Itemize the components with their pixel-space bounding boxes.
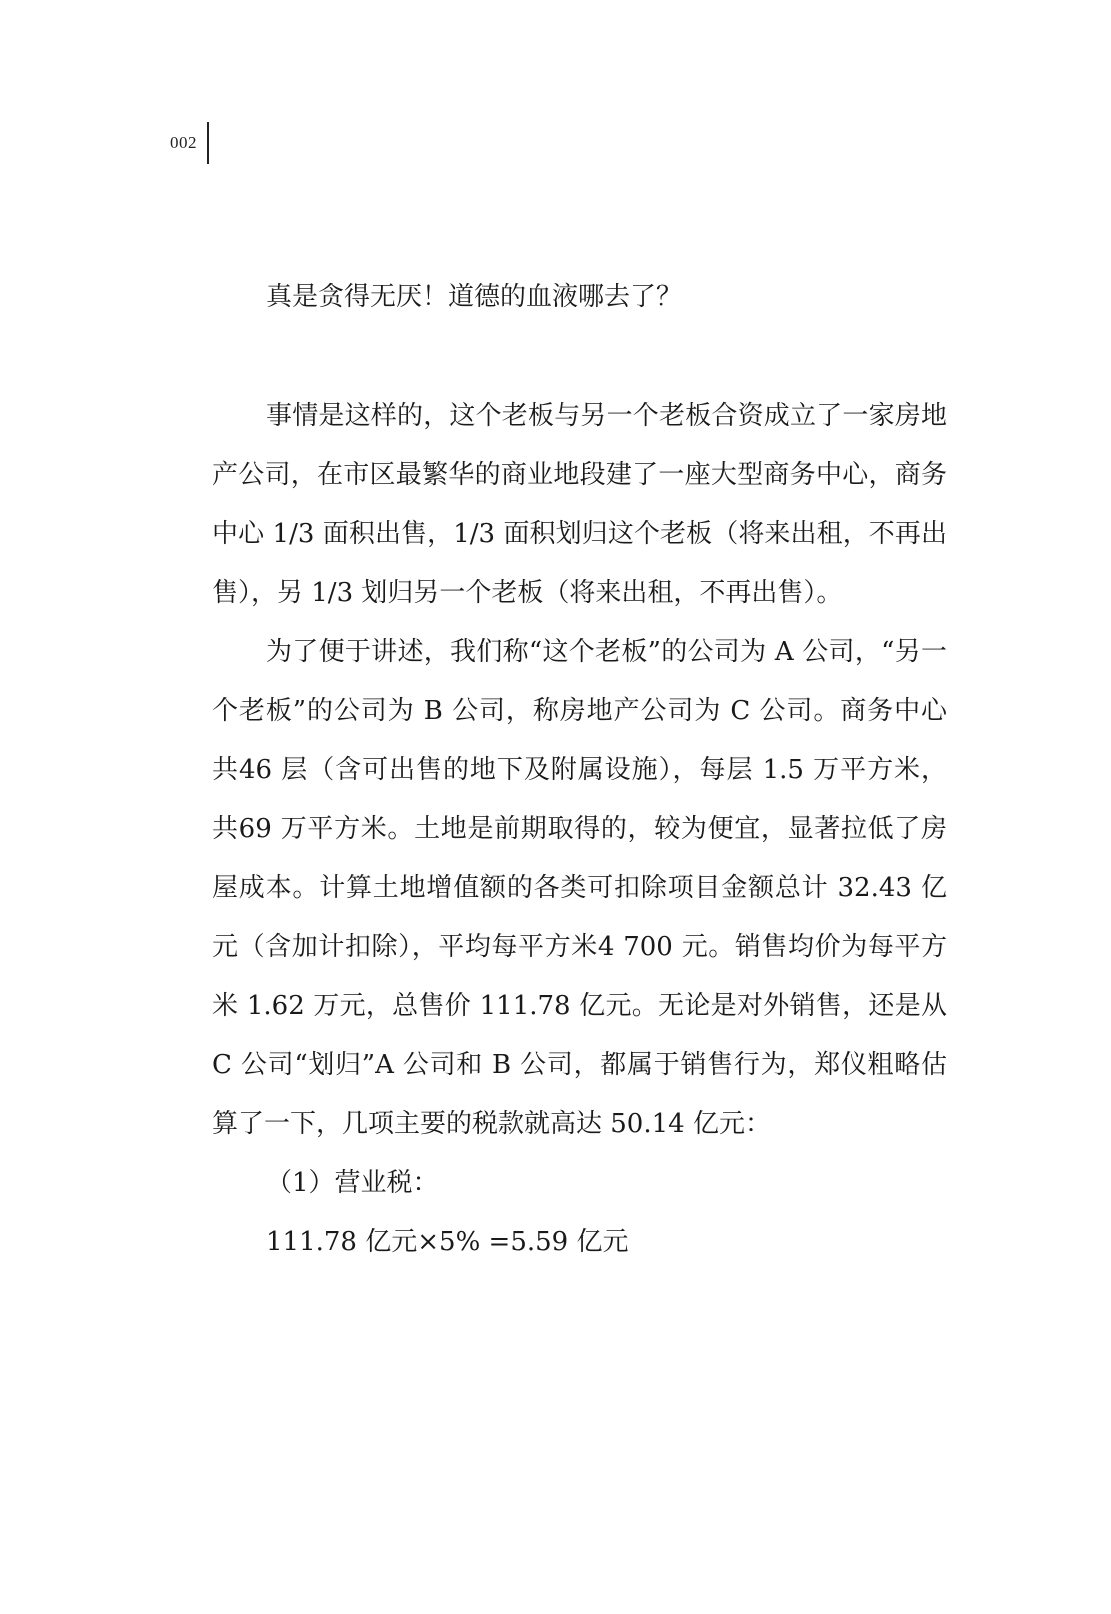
paragraph-exclamation: 真是贪得无厌！道德的血液哪去了？: [266, 282, 683, 312]
paragraph-formula: 111.78 亿元×5% =5.59 亿元: [266, 1227, 629, 1257]
paragraph-background: 事情是这样的，这个老板与另一个老板合资成立了一家房地产公司，在市区最繁华的商业地段建了一座大型商务中心，商务中心 1/3 面积出售，1/3 面积划归这个老板（将来出租，不再出售），另 1/3 划归另一个老板（将来出租，不再出售）。: [212, 401, 947, 608]
body-text: [212, 268, 947, 1272]
page-number: 002: [170, 133, 197, 152]
header-rule: [207, 122, 209, 164]
paragraph-details: 为了便于讲述，我们称“这个老板”的公司为 A 公司，“另一个老板”的公司为 B 公司，称房地产公司为 C 公司。商务中心共46 层（含可出售的地下及附属设施），每层 1.5 万平方米，共69 万平方米。土地是前期取得的，较为便宜，显著拉低了房屋成本。计算土地增值额的各类可扣除项目金额总计 32.43 亿元（含加计扣除），平均每平方米4 700 元。销售均价为每平方米 1.62 万元，总售价 111.78 亿元。无论是对外销售，还是从 C 公司“划归”A 公司和 B 公司，都属于销售行为，郑仪粗略估算了一下，几项主要的税款就高达 50.14 亿元：: [212, 637, 947, 1139]
page-header: [170, 122, 209, 164]
paragraph-item-label: （1）营业税：: [266, 1168, 439, 1198]
